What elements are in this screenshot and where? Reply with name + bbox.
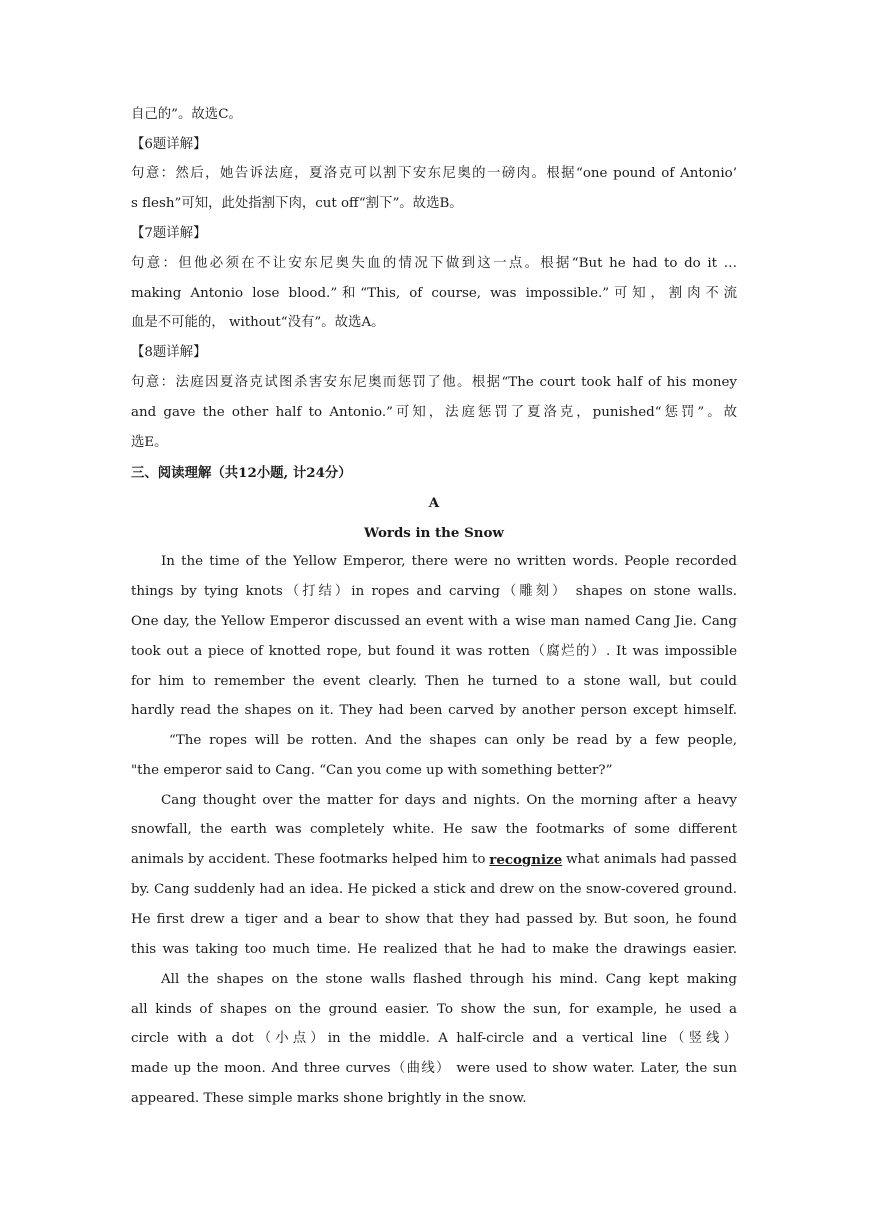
text-line: In the time of the Yellow Emperor, there were no written words. People recorded bbox=[161, 554, 737, 569]
text-line: 选E。 bbox=[131, 435, 168, 450]
text-line: He first drew a tiger and a bear to show that they had passed by. But soon, he found bbox=[131, 912, 737, 927]
text-segment: what animals had passed bbox=[566, 852, 737, 867]
section-heading-q6: 【6题详解】 bbox=[131, 137, 207, 152]
text-line: things by tying knots（打结）in ropes and carving（雕刻） shapes on stone walls. bbox=[131, 584, 737, 599]
text-line bbox=[131, 851, 737, 869]
text-line: and gave the other half to Antonio.”可知，法庭惩罚了夏洛克，punished“惩罚”。故 bbox=[131, 405, 737, 420]
text-line: all kinds of shapes on the ground easier. To show the sun, for example, he used a bbox=[131, 1002, 737, 1017]
text-line: snowfall, the earth was completely white. He saw the footmarks of some different bbox=[131, 822, 737, 837]
underlined-word: recognize bbox=[489, 852, 563, 868]
part-heading: 三、阅读理解（共12小题, 计24分） bbox=[131, 465, 352, 481]
text-line: circle with a dot（小点）in the middle. A half-circle and a vertical line（竖线） bbox=[131, 1031, 737, 1046]
text-line: made up the moon. And three curves（曲线） were used to show water. Later, the sun bbox=[131, 1061, 737, 1076]
text-line: "the emperor said to Cang. “Can you come up with something better?” bbox=[131, 763, 613, 778]
section-heading-q7: 【7题详解】 bbox=[131, 226, 207, 241]
text-line: making Antonio lose blood.”和“This, of course, was impossible.”可知，割肉不流 bbox=[131, 286, 737, 301]
text-line: 句意：然后，她告诉法庭，夏洛克可以割下安东尼奥的一磅肉。根据“one pound of Antonio’ bbox=[131, 166, 737, 181]
text-line: took out a piece of knotted rope, but found it was rotten（腐烂的）. It was impossible bbox=[131, 644, 737, 659]
text-line: by. Cang suddenly had an idea. He picked a stick and drew on the snow-covered ground. bbox=[131, 882, 737, 897]
text-line: All the shapes on the stone walls flashed through his mind. Cang kept making bbox=[161, 972, 737, 987]
text-line: 血是不可能的， without“没有”。故选A。 bbox=[131, 315, 385, 330]
text-line: appeared. These simple marks shone brightly in the snow. bbox=[131, 1091, 527, 1106]
text-line: “The ropes will be rotten. And the shapes can only be read by a few people, bbox=[169, 733, 737, 748]
text-line: hardly read the shapes on it. They had been carved by another person except himself. bbox=[131, 703, 737, 718]
text-line: s flesh”可知，此处指割下肉，cut off“割下”。故选B。 bbox=[131, 196, 463, 211]
section-heading-q8: 【8题详解】 bbox=[131, 345, 207, 360]
text-line: One day, the Yellow Emperor discussed an event with a wise man named Cang Jie. Cang bbox=[131, 614, 737, 629]
text-line: 自己的”。故选C。 bbox=[131, 107, 242, 122]
passage-title: Words in the Snow bbox=[364, 525, 504, 541]
text-segment: animals by accident. These footmarks helped him to bbox=[131, 852, 486, 867]
text-line: 句意：但他必须在不让安东尼奥失血的情况下做到这一点。根据“But he had to do it … bbox=[131, 256, 737, 271]
text-line: this was taking too much time. He realized that he had to make the drawings easier. bbox=[131, 942, 737, 957]
text-line: 句意：法庭因夏洛克试图杀害安东尼奥而惩罚了他。根据“The court took half of his money bbox=[131, 375, 737, 390]
text-line: for him to remember the event clearly. Then he turned to a stone wall, but could bbox=[131, 674, 737, 689]
passage-label: A bbox=[428, 495, 440, 511]
text-line: Cang thought over the matter for days and nights. On the morning after a heavy bbox=[161, 793, 737, 808]
